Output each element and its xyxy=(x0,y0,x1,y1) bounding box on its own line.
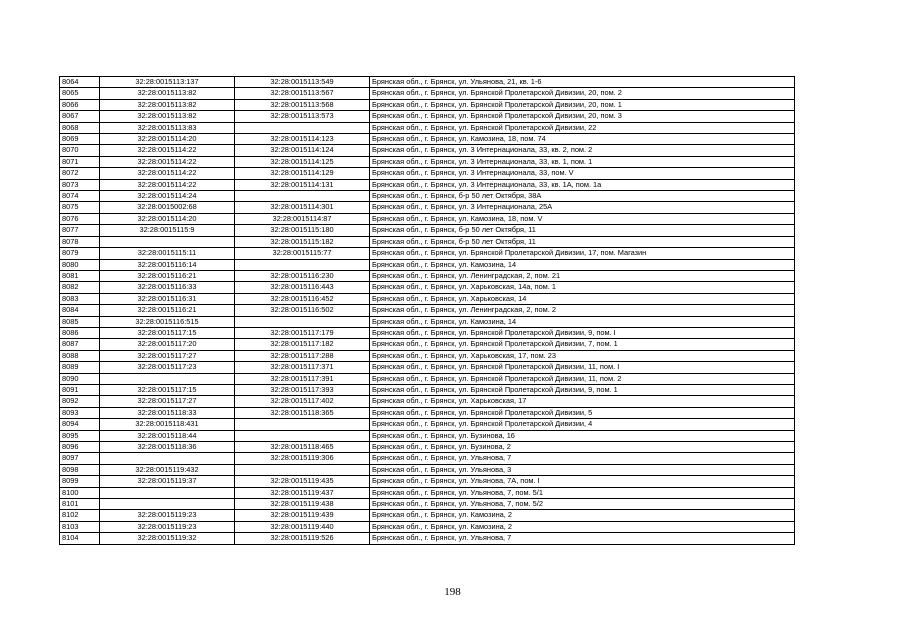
cadastral-parent-cell: 32:28:0015117:27 xyxy=(100,396,235,407)
address-cell: Брянская обл., г. Брянск, ул. Камозина, 14 xyxy=(370,259,795,270)
cadastral-number-cell: 32:28:0015116:443 xyxy=(235,282,370,293)
table-row xyxy=(60,225,795,236)
cadastral-number-cell: 32:28:0015119:526 xyxy=(235,533,370,544)
cadastral-number-cell: 32:28:0015116:452 xyxy=(235,293,370,304)
cadastral-parent-cell: 32:28:0015116:21 xyxy=(100,305,235,316)
address-cell: Брянская обл., г. Брянск, ул. Ульянова, 7А, пом. I xyxy=(370,476,795,487)
cadastral-number-cell: 32:28:0015114:87 xyxy=(235,213,370,224)
cadastral-parent-cell: 32:28:0015119:432 xyxy=(100,464,235,475)
row-number-cell: 8086 xyxy=(60,327,100,338)
row-number-cell: 8072 xyxy=(60,168,100,179)
table-row xyxy=(60,339,795,350)
table-row xyxy=(60,396,795,407)
table-row xyxy=(60,316,795,327)
cadastral-parent-cell: 32:28:0015118:44 xyxy=(100,430,235,441)
cadastral-parent-cell: 32:28:0015002:68 xyxy=(100,202,235,213)
cadastral-parent-cell: 32:28:0015116:515 xyxy=(100,316,235,327)
row-number-cell: 8075 xyxy=(60,202,100,213)
row-number-cell: 8083 xyxy=(60,293,100,304)
table-row xyxy=(60,510,795,521)
table-row xyxy=(60,350,795,361)
cadastral-parent-cell: 32:28:0015113:82 xyxy=(100,88,235,99)
row-number-cell: 8102 xyxy=(60,510,100,521)
cadastral-parent-cell: 32:28:0015119:37 xyxy=(100,476,235,487)
cadastral-parent-cell: 32:28:0015117:23 xyxy=(100,362,235,373)
table-row xyxy=(60,533,795,544)
address-cell: Брянская обл., г. Брянск, ул. Ульянова, 7, пом. 5/1 xyxy=(370,487,795,498)
cadastral-number-cell: 32:28:0015115:77 xyxy=(235,248,370,259)
table-row xyxy=(60,407,795,418)
cadastral-number-cell: 32:28:0015114:125 xyxy=(235,156,370,167)
row-number-cell: 8087 xyxy=(60,339,100,350)
row-number-cell: 8088 xyxy=(60,350,100,361)
cadastral-parent-cell: 32:28:0015117:15 xyxy=(100,327,235,338)
cadastral-parent-cell: 32:28:0015114:22 xyxy=(100,156,235,167)
row-number-cell: 8100 xyxy=(60,487,100,498)
table-row xyxy=(60,259,795,270)
row-number-cell: 8073 xyxy=(60,179,100,190)
cadastral-number-cell: 32:28:0015118:365 xyxy=(235,407,370,418)
address-cell: Брянская обл., г. Брянск, ул. Ленинградская, 2, пом. 21 xyxy=(370,270,795,281)
cadastral-number-cell: 32:28:0015114:131 xyxy=(235,179,370,190)
row-number-cell: 8091 xyxy=(60,384,100,395)
table-row xyxy=(60,145,795,156)
table-row xyxy=(60,362,795,373)
row-number-cell: 8095 xyxy=(60,430,100,441)
cadastral-parent-cell: 32:28:0015116:14 xyxy=(100,259,235,270)
table-row xyxy=(60,179,795,190)
row-number-cell: 8071 xyxy=(60,156,100,167)
address-cell: Брянская обл., г. Брянск, ул. Брянской Пролетарской Дивизии, 20, пом. 1 xyxy=(370,99,795,110)
row-number-cell: 8092 xyxy=(60,396,100,407)
cadastral-number-cell: 32:28:0015117:391 xyxy=(235,373,370,384)
table-row xyxy=(60,453,795,464)
cadastral-number-cell: 32:28:0015119:439 xyxy=(235,510,370,521)
table-row xyxy=(60,213,795,224)
table-row xyxy=(60,430,795,441)
cadastral-parent-cell: 32:28:0015113:82 xyxy=(100,99,235,110)
address-cell: Брянская обл., г. Брянск, ул. Бузинова, 2 xyxy=(370,442,795,453)
cadastral-parent-cell: 32:28:0015117:27 xyxy=(100,350,235,361)
row-number-cell: 8090 xyxy=(60,373,100,384)
row-number-cell: 8099 xyxy=(60,476,100,487)
row-number-cell: 8101 xyxy=(60,499,100,510)
table-row xyxy=(60,191,795,202)
row-number-cell: 8076 xyxy=(60,213,100,224)
address-cell: Брянская обл., г. Брянск, ул. Харьковская, 17, пом. 23 xyxy=(370,350,795,361)
address-cell: Брянская обл., г. Брянск, ул. Камозина, 14 xyxy=(370,316,795,327)
cadastral-parent-cell: 32:28:0015119:23 xyxy=(100,510,235,521)
address-cell: Брянская обл., г. Брянск, ул. Харьковская, 14 xyxy=(370,293,795,304)
cadastral-number-cell: 32:28:0015113:573 xyxy=(235,111,370,122)
cadastral-number-cell: 32:28:0015115:182 xyxy=(235,236,370,247)
cadastral-number-cell: 32:28:0015114:123 xyxy=(235,134,370,145)
cadastral-number-cell: 32:28:0015119:438 xyxy=(235,499,370,510)
table-body xyxy=(60,77,795,545)
table-row xyxy=(60,202,795,213)
cadastral-parent-cell: 32:28:0015116:33 xyxy=(100,282,235,293)
table-row xyxy=(60,327,795,338)
cadastral-parent-cell xyxy=(100,499,235,510)
cadastral-number-cell: 32:28:0015113:567 xyxy=(235,88,370,99)
row-number-cell: 8067 xyxy=(60,111,100,122)
cadastral-number-cell xyxy=(235,259,370,270)
cadastral-number-cell: 32:28:0015117:179 xyxy=(235,327,370,338)
table-row xyxy=(60,248,795,259)
address-cell: Брянская обл., г. Брянск, ул. 3 Интернационала, 25А xyxy=(370,202,795,213)
row-number-cell: 8093 xyxy=(60,407,100,418)
address-cell: Брянская обл., г. Брянск, ул. Брянской Пролетарской Дивизии, 9, пом. 1 xyxy=(370,384,795,395)
table-row xyxy=(60,236,795,247)
cadastral-parent-cell xyxy=(100,453,235,464)
address-cell: Брянская обл., г. Брянск, ул. Брянской Пролетарской Дивизии, 7, пом. 1 xyxy=(370,339,795,350)
address-cell: Брянская обл., г. Брянск, ул. Брянской Пролетарской Дивизии, 5 xyxy=(370,407,795,418)
address-cell: Брянская обл., г. Брянск, ул. Харьковская, 17 xyxy=(370,396,795,407)
cadastral-number-cell: 32:28:0015113:549 xyxy=(235,77,370,88)
cadastral-number-cell xyxy=(235,122,370,133)
cadastral-parent-cell: 32:28:0015116:21 xyxy=(100,270,235,281)
table-row xyxy=(60,521,795,532)
table-row xyxy=(60,476,795,487)
row-number-cell: 8081 xyxy=(60,270,100,281)
cadastral-parent-cell: 32:28:0015119:23 xyxy=(100,521,235,532)
cadastral-parent-cell xyxy=(100,487,235,498)
data-table xyxy=(59,76,795,545)
row-number-cell: 8077 xyxy=(60,225,100,236)
row-number-cell: 8068 xyxy=(60,122,100,133)
cadastral-number-cell: 32:28:0015117:402 xyxy=(235,396,370,407)
cadastral-number-cell: 32:28:0015117:393 xyxy=(235,384,370,395)
cadastral-parent-cell xyxy=(100,373,235,384)
cadastral-parent-cell: 32:28:0015117:15 xyxy=(100,384,235,395)
cadastral-parent-cell: 32:28:0015113:137 xyxy=(100,77,235,88)
table-row xyxy=(60,88,795,99)
cadastral-number-cell: 32:28:0015116:230 xyxy=(235,270,370,281)
row-number-cell: 8074 xyxy=(60,191,100,202)
row-number-cell: 8098 xyxy=(60,464,100,475)
address-cell: Брянская обл., г. Брянск, ул. 3 Интернационала, 33, пом. V xyxy=(370,168,795,179)
cadastral-number-cell: 32:28:0015119:306 xyxy=(235,453,370,464)
cadastral-parent-cell: 32:28:0015115:9 xyxy=(100,225,235,236)
row-number-cell: 8070 xyxy=(60,145,100,156)
address-cell: Брянская обл., г. Брянск, ул. Ульянова, 7, пом. 5/2 xyxy=(370,499,795,510)
row-number-cell: 8084 xyxy=(60,305,100,316)
cadastral-number-cell: 32:28:0015116:502 xyxy=(235,305,370,316)
cadastral-number-cell: 32:28:0015114:124 xyxy=(235,145,370,156)
cadastral-parent-cell: 32:28:0015118:431 xyxy=(100,419,235,430)
address-cell: Брянская обл., г. Брянск, ул. Брянской Пролетарской Дивизии, 4 xyxy=(370,419,795,430)
table-row xyxy=(60,111,795,122)
cadastral-parent-cell: 32:28:0015114:22 xyxy=(100,179,235,190)
row-number-cell: 8103 xyxy=(60,521,100,532)
cadastral-number-cell: 32:28:0015117:288 xyxy=(235,350,370,361)
address-cell: Брянская обл., г. Брянск, ул. Камозина, 2 xyxy=(370,521,795,532)
cadastral-parent-cell: 32:28:0015118:33 xyxy=(100,407,235,418)
table-row xyxy=(60,134,795,145)
cadastral-parent-cell: 32:28:0015114:20 xyxy=(100,134,235,145)
address-cell: Брянская обл., г. Брянск, ул. Харьковская, 14а, пом. 1 xyxy=(370,282,795,293)
table-row xyxy=(60,487,795,498)
cadastral-parent-cell: 32:28:0015114:22 xyxy=(100,145,235,156)
table-row xyxy=(60,419,795,430)
cadastral-parent-cell: 32:28:0015118:36 xyxy=(100,442,235,453)
cadastral-number-cell: 32:28:0015119:437 xyxy=(235,487,370,498)
cadastral-number-cell: 32:28:0015117:371 xyxy=(235,362,370,373)
cadastral-number-cell: 32:28:0015114:129 xyxy=(235,168,370,179)
table-row xyxy=(60,168,795,179)
table-row xyxy=(60,499,795,510)
table-row xyxy=(60,293,795,304)
table-row xyxy=(60,99,795,110)
cadastral-number-cell xyxy=(235,419,370,430)
row-number-cell: 8065 xyxy=(60,88,100,99)
row-number-cell: 8089 xyxy=(60,362,100,373)
address-cell: Брянская обл., г. Брянск, ул. 3 Интернационала, 33, кв. 1А, пом. 1а xyxy=(370,179,795,190)
cadastral-parent-cell: 32:28:0015115:11 xyxy=(100,248,235,259)
address-cell: Брянская обл., г. Брянск, б-р 50 лет Октября, 11 xyxy=(370,225,795,236)
row-number-cell: 8097 xyxy=(60,453,100,464)
row-number-cell: 8078 xyxy=(60,236,100,247)
address-cell: Брянская обл., г. Брянск, ул. Камозина, 18, пом. V xyxy=(370,213,795,224)
cadastral-parent-cell: 32:28:0015114:20 xyxy=(100,213,235,224)
cadastral-number-cell: 32:28:0015117:182 xyxy=(235,339,370,350)
address-cell: Брянская обл., г. Брянск, б-р 50 лет Октября, 38А xyxy=(370,191,795,202)
address-cell: Брянская обл., г. Брянск, ул. Брянской Пролетарской Дивизии, 20, пом. 2 xyxy=(370,88,795,99)
row-number-cell: 8085 xyxy=(60,316,100,327)
cadastral-parent-cell: 32:28:0015116:31 xyxy=(100,293,235,304)
row-number-cell: 8069 xyxy=(60,134,100,145)
cadastral-parent-cell: 32:28:0015119:32 xyxy=(100,533,235,544)
address-cell: Брянская обл., г. Брянск, ул. Брянской Пролетарской Дивизии, 20, пом. 3 xyxy=(370,111,795,122)
cadastral-number-cell xyxy=(235,464,370,475)
address-cell: Брянская обл., г. Брянск, ул. Ульянова, 7 xyxy=(370,533,795,544)
address-cell: Брянская обл., г. Брянск, ул. Бузинова, 16 xyxy=(370,430,795,441)
cadastral-parent-cell: 32:28:0015113:82 xyxy=(100,111,235,122)
address-cell: Брянская обл., г. Брянск, ул. Ленинградская, 2, пом. 2 xyxy=(370,305,795,316)
cadastral-number-cell xyxy=(235,430,370,441)
cadastral-number-cell: 32:28:0015114:301 xyxy=(235,202,370,213)
table-row xyxy=(60,156,795,167)
cadastral-number-cell: 32:28:0015119:435 xyxy=(235,476,370,487)
address-cell: Брянская обл., г. Брянск, ул. Ульянова, 3 xyxy=(370,464,795,475)
cadastral-number-cell: 32:28:0015113:568 xyxy=(235,99,370,110)
table-row xyxy=(60,373,795,384)
cadastral-parent-cell xyxy=(100,236,235,247)
row-number-cell: 8079 xyxy=(60,248,100,259)
row-number-cell: 8104 xyxy=(60,533,100,544)
cadastral-number-cell xyxy=(235,316,370,327)
address-cell: Брянская обл., г. Брянск, б-р 50 лет Октября, 11 xyxy=(370,236,795,247)
table-row xyxy=(60,282,795,293)
table-row xyxy=(60,384,795,395)
page-number: 198 xyxy=(444,586,461,598)
row-number-cell: 8080 xyxy=(60,259,100,270)
cadastral-parent-cell: 32:28:0015113:83 xyxy=(100,122,235,133)
address-cell: Брянская обл., г. Брянск, ул. Брянской Пролетарской Дивизии, 11, пом. 2 xyxy=(370,373,795,384)
table-row xyxy=(60,77,795,88)
row-number-cell: 8066 xyxy=(60,99,100,110)
cadastral-number-cell xyxy=(235,191,370,202)
address-cell: Брянская обл., г. Брянск, ул. Ульянова, 7 xyxy=(370,453,795,464)
address-cell: Брянская обл., г. Брянск, ул. Брянской Пролетарской Дивизии, 9, пом. I xyxy=(370,327,795,338)
address-cell: Брянская обл., г. Брянск, ул. Камозина, 2 xyxy=(370,510,795,521)
address-cell: Брянская обл., г. Брянск, ул. 3 Интернационала, 33, кв. 2, пом. 2 xyxy=(370,145,795,156)
address-cell: Брянская обл., г. Брянск, ул. Брянской Пролетарской Дивизии, 22 xyxy=(370,122,795,133)
table-row xyxy=(60,305,795,316)
row-number-cell: 8094 xyxy=(60,419,100,430)
address-cell: Брянская обл., г. Брянск, ул. 3 Интернационала, 33, кв. 1, пом. 1 xyxy=(370,156,795,167)
cadastral-number-cell: 32:28:0015115:180 xyxy=(235,225,370,236)
table-row xyxy=(60,122,795,133)
table-row xyxy=(60,270,795,281)
address-cell: Брянская обл., г. Брянск, ул. Брянской Пролетарской Дивизии, 11, пом. I xyxy=(370,362,795,373)
cadastral-parent-cell: 32:28:0015117:20 xyxy=(100,339,235,350)
row-number-cell: 8096 xyxy=(60,442,100,453)
address-cell: Брянская обл., г. Брянск, ул. Камозина, 18, пом. 74 xyxy=(370,134,795,145)
cadastral-parent-cell: 32:28:0015114:22 xyxy=(100,168,235,179)
table-row xyxy=(60,442,795,453)
row-number-cell: 8064 xyxy=(60,77,100,88)
row-number-cell: 8082 xyxy=(60,282,100,293)
address-cell: Брянская обл., г. Брянск, ул. Брянской Пролетарской Дивизии, 17, пом. Магазин xyxy=(370,248,795,259)
cadastral-number-cell: 32:28:0015118:465 xyxy=(235,442,370,453)
cadastral-parent-cell: 32:28:0015114:24 xyxy=(100,191,235,202)
cadastral-number-cell: 32:28:0015119:440 xyxy=(235,521,370,532)
address-cell: Брянская обл., г. Брянск, ул. Ульянова, 21, кв. 1-6 xyxy=(370,77,795,88)
table-row xyxy=(60,464,795,475)
